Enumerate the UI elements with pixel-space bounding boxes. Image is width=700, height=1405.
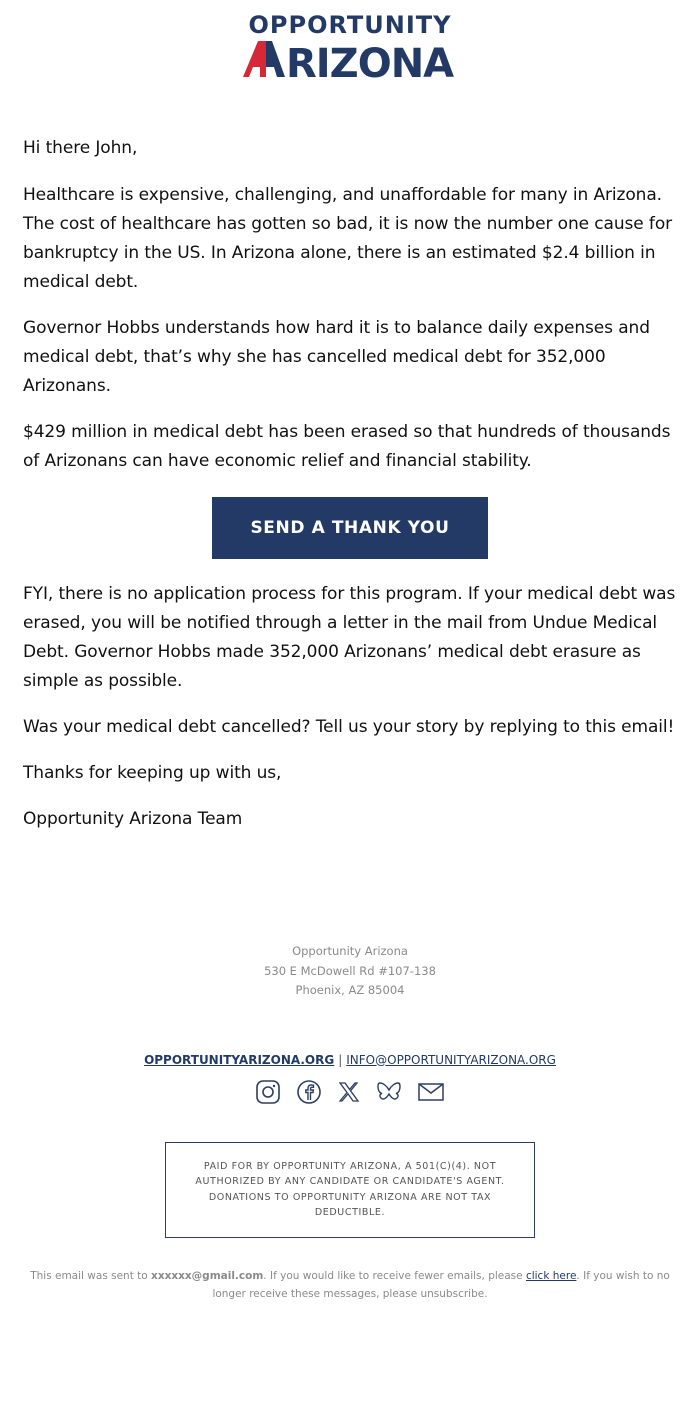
unsub-mid: . If you would like to receive fewer emails, please <box>263 1269 526 1282</box>
facebook-icon[interactable] <box>296 1079 322 1109</box>
recipient-email: xxxxxx@gmail.com <box>151 1269 264 1282</box>
logo-accent <box>243 41 266 77</box>
x-icon[interactable] <box>337 1080 361 1108</box>
unsub-prefix: This email was sent to <box>30 1269 152 1282</box>
logo-line1: OPPORTUNITY <box>248 11 452 39</box>
email-link[interactable]: INFO@OPPORTUNITYARIZONA.ORG <box>346 1052 556 1067</box>
link-separator: | <box>338 1052 343 1067</box>
unsubscribe-notice <box>0 1267 700 1303</box>
bluesky-icon[interactable] <box>376 1080 402 1108</box>
unsub-suffix: . If you wish to no longer receive these messages, please unsubscribe. <box>212 1269 670 1300</box>
paragraph-healthcare: Healthcare is expensive, challenging, and unaffordable for many in Arizona. The cost of healthcare has gotten so bad, it is now the number one cause for bankruptcy in the US. In Arizona alone, there is an estimated $2.4 billion in medical debt. <box>23 185 673 292</box>
closing: Thanks for keeping up with us, <box>23 763 282 783</box>
paragraph-story: Was your medical debt cancelled? Tell us your story by replying to this email! <box>23 717 675 737</box>
opportunity-arizona-logo <box>225 10 475 82</box>
logo-accent-dark <box>266 41 285 77</box>
paid-for-disclaimer: PAID FOR BY OPPORTUNITY ARIZONA, A 501(C)(4). NOT AUTHORIZED BY ANY CANDIDATE OR CANDIDATE'S AGENT. DONATIONS TO OPPORTUNITY ARIZONA ARE NOT TAX DEDUCTIBLE. <box>165 1142 535 1238</box>
paragraph-fyi: FYI, there is no application process for this program. If your medical debt was erased, you will be notified through a letter in the mail from Undue Medical Debt. Governor Hobbs made 352,000 Arizonans’ medical debt erasure as simple as possible. <box>23 584 676 691</box>
address-line2: Phoenix, AZ 85004 <box>295 983 405 997</box>
footer-address <box>0 942 700 1001</box>
logo <box>0 0 700 82</box>
signature: Opportunity Arizona Team <box>23 809 243 829</box>
paragraph-erased: $429 million in medical debt has been erased so that hundreds of thousands of Arizonans can have economic relief and financial stability. <box>23 422 671 471</box>
website-link[interactable]: OPPORTUNITYARIZONA.ORG <box>144 1052 335 1067</box>
logo-line2: RIZONA <box>286 41 454 82</box>
social-icons <box>0 1079 700 1109</box>
footer-links <box>0 1053 700 1067</box>
greeting: Hi there John, <box>23 138 138 158</box>
mail-icon[interactable] <box>417 1081 445 1107</box>
address-line1: 530 E McDowell Rd #107-138 <box>264 963 436 978</box>
disclaimer-wrap <box>0 1142 700 1238</box>
click-here-link[interactable]: click here <box>525 1269 577 1282</box>
instagram-icon[interactable] <box>255 1079 281 1109</box>
org-name: Opportunity Arizona <box>292 944 408 958</box>
paragraph-hobbs: Governor Hobbs understands how hard it is to balance daily expenses and medical debt, that’s why she has cancelled medical debt for 352,000 Arizonans. <box>23 318 650 396</box>
email-body <box>0 134 700 834</box>
send-thank-you-button[interactable]: SEND A THANK YOU <box>212 497 488 559</box>
cta-wrapper <box>23 497 677 559</box>
